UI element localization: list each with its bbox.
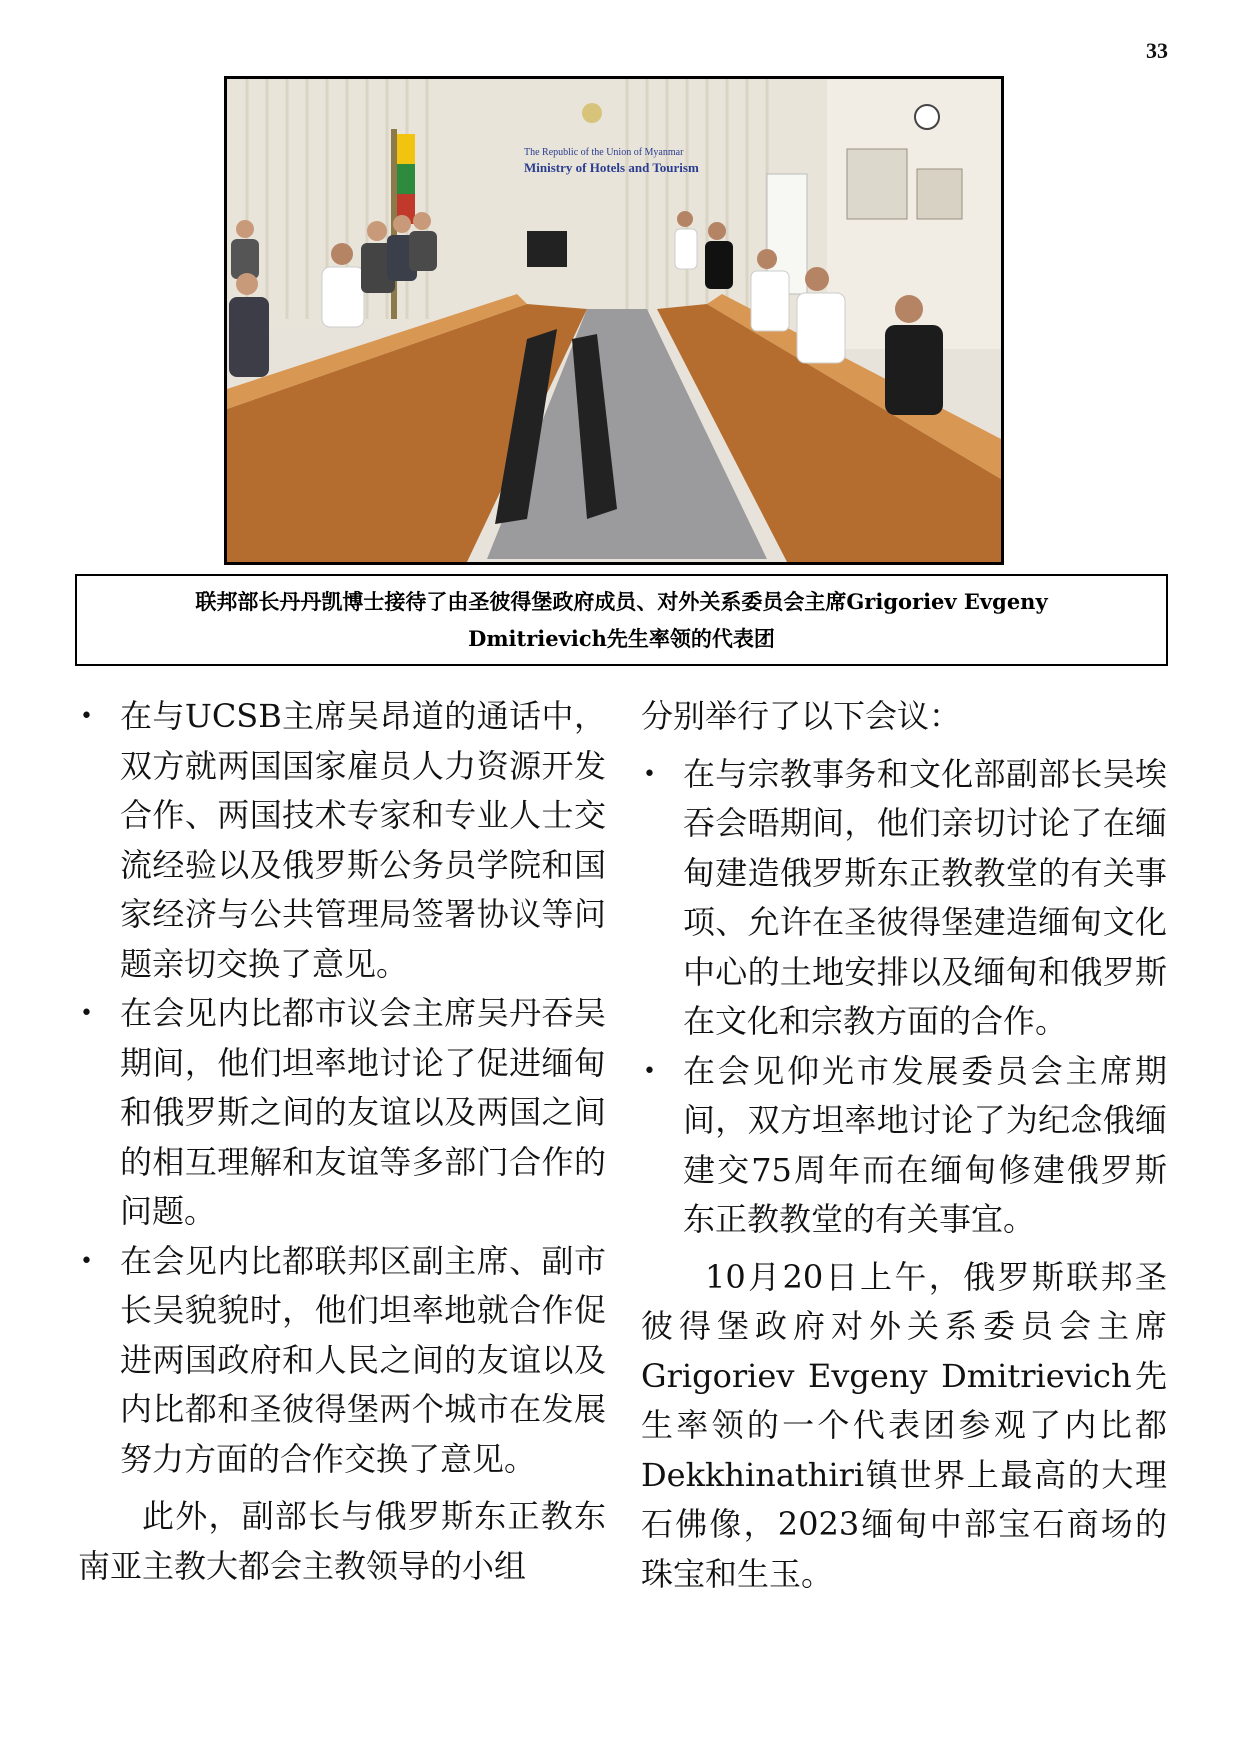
left-bullet-list	[78, 692, 606, 1484]
list-item	[641, 750, 1167, 1047]
left-column	[78, 692, 606, 1591]
bullet-icon: •	[643, 761, 656, 787]
right-bullet-list	[641, 750, 1167, 1245]
list-item-text: 在与宗教事务和文化部副部长吴埃吞会晤期间，他们亲切讨论了在缅甸建造俄罗斯东正教教堂的有关事项、允许在圣彼得堡建造缅甸文化中心的土地安排以及缅甸和俄罗斯在文化和宗教方面的合作。	[683, 754, 1167, 1040]
list-item-text: 在与UCSB主席吴昂道的通话中，双方就两国国家雇员人力资源开发合作、两国技术专家和专业人士交流经验以及俄罗斯公务员学院和国家经济与公共管理局签署协议等问题亲切交换了意见。	[120, 697, 606, 983]
bullet-icon: •	[643, 1058, 656, 1084]
ministry-sign	[524, 147, 699, 176]
bullet-icon: •	[80, 1001, 93, 1026]
list-item-text: 在会见内比都市议会主席吴丹吞吴期间，他们坦率地讨论了促进缅甸和俄罗斯之间的友谊以及两国之间的相互理解和友谊等多部门合作的问题。	[120, 994, 606, 1230]
paragraph: 此外，副部长与俄罗斯东正教东南亚主教大都会主教领导的小组	[78, 1497, 606, 1585]
page-number: 33	[1146, 38, 1168, 63]
list-item	[78, 692, 606, 989]
photo-caption: 联邦部长丹丹凯博士接待了由圣彼得堡政府成员、对外关系委员会主席Grigoriev Evgeny Dmitrievich先生率领的代表团	[75, 574, 1168, 666]
lead-text: 分别举行了以下会议：	[641, 697, 962, 735]
list-item	[78, 989, 606, 1237]
bullet-icon: •	[80, 1248, 93, 1274]
list-item	[78, 1237, 606, 1485]
list-item-text: 在会见内比都联邦区副主席、副市长吴貌貌时，他们坦率地就合作促进两国政府和人民之间的友谊以及内比都和圣彼得堡两个城市在发展努力方面的合作交换了意见。	[120, 1241, 606, 1478]
meeting-photo	[224, 76, 1004, 565]
list-item-text: 在会见仰光市发展委员会主席期间，双方坦率地讨论了为纪念俄缅建交75周年而在缅甸修建俄罗斯东正教教堂的有关事宜。	[683, 1051, 1167, 1238]
paragraph: 10月20日上午，俄罗斯联邦圣彼得堡政府对外关系委员会主席Grigoriev Evgeny Dmitrievich先生率领的一个代表团参观了内比都Dekkhinathiri镇世界上最高的大理石佛像，2023缅甸中部宝石商场的珠宝和生玉。	[641, 1257, 1167, 1593]
right-column	[641, 692, 1167, 1599]
sign-line-2: Ministry of Hotels and Tourism	[524, 159, 699, 175]
list-item	[641, 1047, 1167, 1245]
sign-line-1: The Republic of the Union of Myanmar	[524, 147, 684, 158]
bullet-icon: •	[80, 704, 93, 729]
